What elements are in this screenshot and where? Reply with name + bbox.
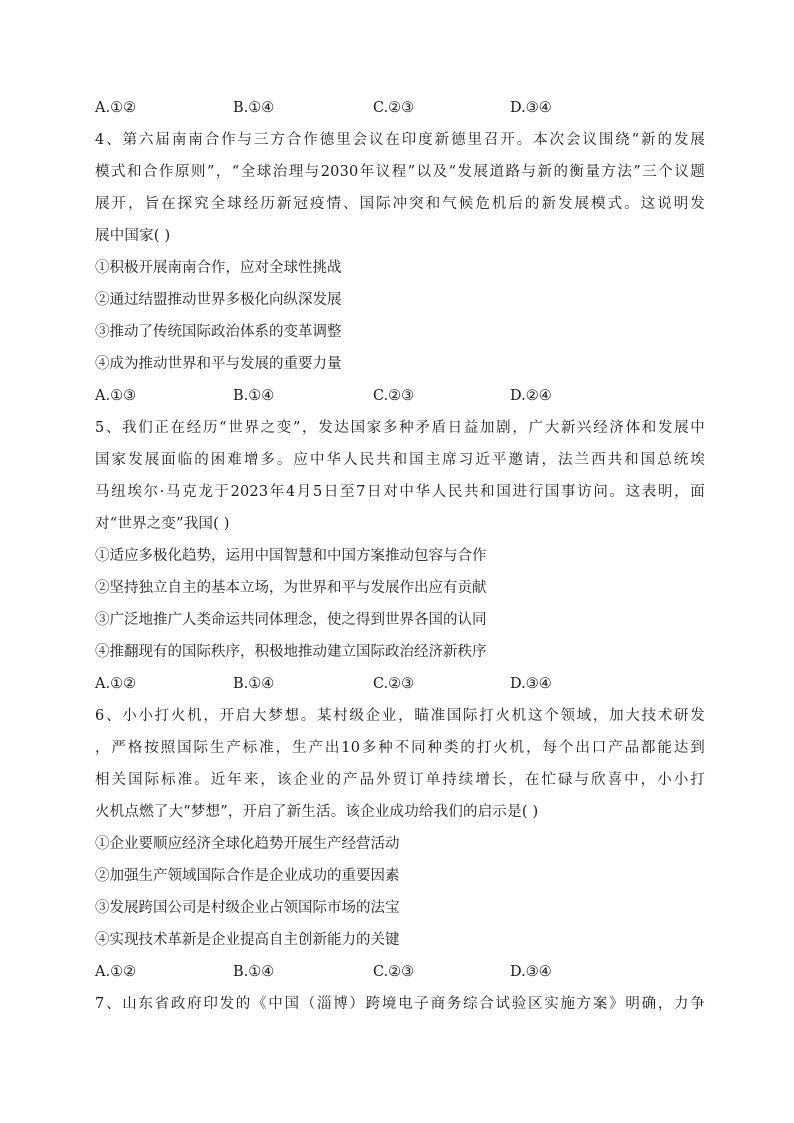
- q4-statement-4: ④成为推动世界和平与发展的重要力量: [95, 356, 342, 372]
- q5-stem-line: 对“世界之变”我国( ): [95, 516, 230, 532]
- q6-choice-d[interactable]: D.③④: [510, 964, 552, 980]
- q6-choice-c[interactable]: C.②③: [373, 964, 415, 980]
- q6-stem-line: 火机点燃了大“梦想”，开启了新生活。该企业成功给我们的启示是( ): [95, 804, 539, 820]
- question-5: [95, 412, 705, 700]
- q5-choice-b[interactable]: B.①④: [233, 676, 275, 692]
- q6-statement-4: ④实现技术革新是企业提高自主创新能力的关键: [95, 932, 400, 948]
- q4-choices: [95, 380, 705, 412]
- q4-statement-2: ②通过结盟推动世界多极化向纵深发展: [95, 292, 342, 308]
- q5-choices: [95, 668, 705, 700]
- q4-statement-1: ①积极开展南南合作，应对全球性挑战: [95, 260, 342, 276]
- q4-choice-c[interactable]: C.②③: [373, 388, 415, 404]
- q5-stem-line: 国家发展面临的困难增多。应中华人民共和国主席习近平邀请，法兰西共和国总统埃: [95, 452, 705, 468]
- exam-page: [95, 92, 705, 1020]
- q4-choice-d[interactable]: D.②④: [510, 388, 552, 404]
- q5-statement-1: ①适应多极化趋势，运用中国智慧和中国方案推动包容与合作: [95, 548, 487, 564]
- q6-stem-line: ，严格按照国际生产标准，生产出10多种不同种类的打火机，每个出口产品都能达到: [95, 740, 705, 756]
- q4-stem-line: 展中国家( ): [95, 228, 171, 244]
- q3-choice-b[interactable]: B.①④: [233, 100, 275, 116]
- q4-stem-line: 4、第六届南南合作与三方合作德里会议在印度新德里召开。本次会议围绕“新的发展: [95, 132, 705, 148]
- q6-stem-line: 6、小小打火机，开启大梦想。某村级企业，瞄准国际打火机这个领域，加大技术研发: [95, 708, 705, 724]
- q5-choice-a[interactable]: A.①②: [95, 676, 137, 692]
- q5-stem-line: 马纽埃尔·马克龙于2023年4月5日至7日对中华人民共和国进行国事访问。这表明，面: [95, 484, 705, 500]
- q5-choice-c[interactable]: C.②③: [373, 676, 415, 692]
- q6-choice-b[interactable]: B.①④: [233, 964, 275, 980]
- q4-stem-line: 模式和合作原则”，“全球治理与2030年议程”以及“发展道路与新的衡量方法”三个议题: [95, 164, 705, 180]
- q6-choice-a[interactable]: A.①②: [95, 964, 137, 980]
- q5-statement-3: ③广泛地推广人类命运共同体理念，使之得到世界各国的认同: [95, 612, 487, 628]
- question-7: [95, 988, 705, 1020]
- question-6: [95, 700, 705, 988]
- q6-choices: [95, 956, 705, 988]
- q6-statement-1: ①企业要顺应经济全球化趋势开展生产经营活动: [95, 836, 400, 852]
- q4-choice-b[interactable]: B.①④: [233, 388, 275, 404]
- q4-statement-3: ③推动了传统国际政治体系的变革调整: [95, 324, 342, 340]
- q3-choice-c[interactable]: C.②③: [373, 100, 415, 116]
- q4-stem-line: 展开，旨在探究全球经历新冠疫情、国际冲突和气候危机后的新发展模式。这说明发: [95, 196, 705, 212]
- q5-statement-4: ④推翻现有的国际秩序，积极地推动建立国际政治经济新秩序: [95, 644, 487, 660]
- q5-statement-2: ②坚持独立自主的基本立场，为世界和平与发展作出应有贡献: [95, 580, 487, 596]
- q6-statement-2: ②加强生产领域国际合作是企业成功的重要因素: [95, 868, 400, 884]
- q6-stem-line: 相关国际标准。近年来，该企业的产品外贸订单持续增长，在忙碌与欣喜中，小小打: [95, 772, 705, 788]
- q5-stem-line: 5、我们正在经历“世界之变”，发达国家多种矛盾日益加剧，广大新兴经济体和发展中: [95, 420, 705, 436]
- q7-stem-line: 7、山东省政府印发的《中国（淄博）跨境电子商务综合试验区实施方案》明确，力争: [95, 996, 705, 1012]
- q3-choice-d[interactable]: D.③④: [510, 100, 552, 116]
- question-4: [95, 124, 705, 412]
- q3-choice-a[interactable]: A.①②: [95, 100, 137, 116]
- q4-choice-a[interactable]: A.①③: [95, 388, 137, 404]
- q5-choice-d[interactable]: D.③④: [510, 676, 552, 692]
- q3-choices: [95, 92, 705, 124]
- q6-statement-3: ③发展跨国公司是村级企业占领国际市场的法宝: [95, 900, 400, 916]
